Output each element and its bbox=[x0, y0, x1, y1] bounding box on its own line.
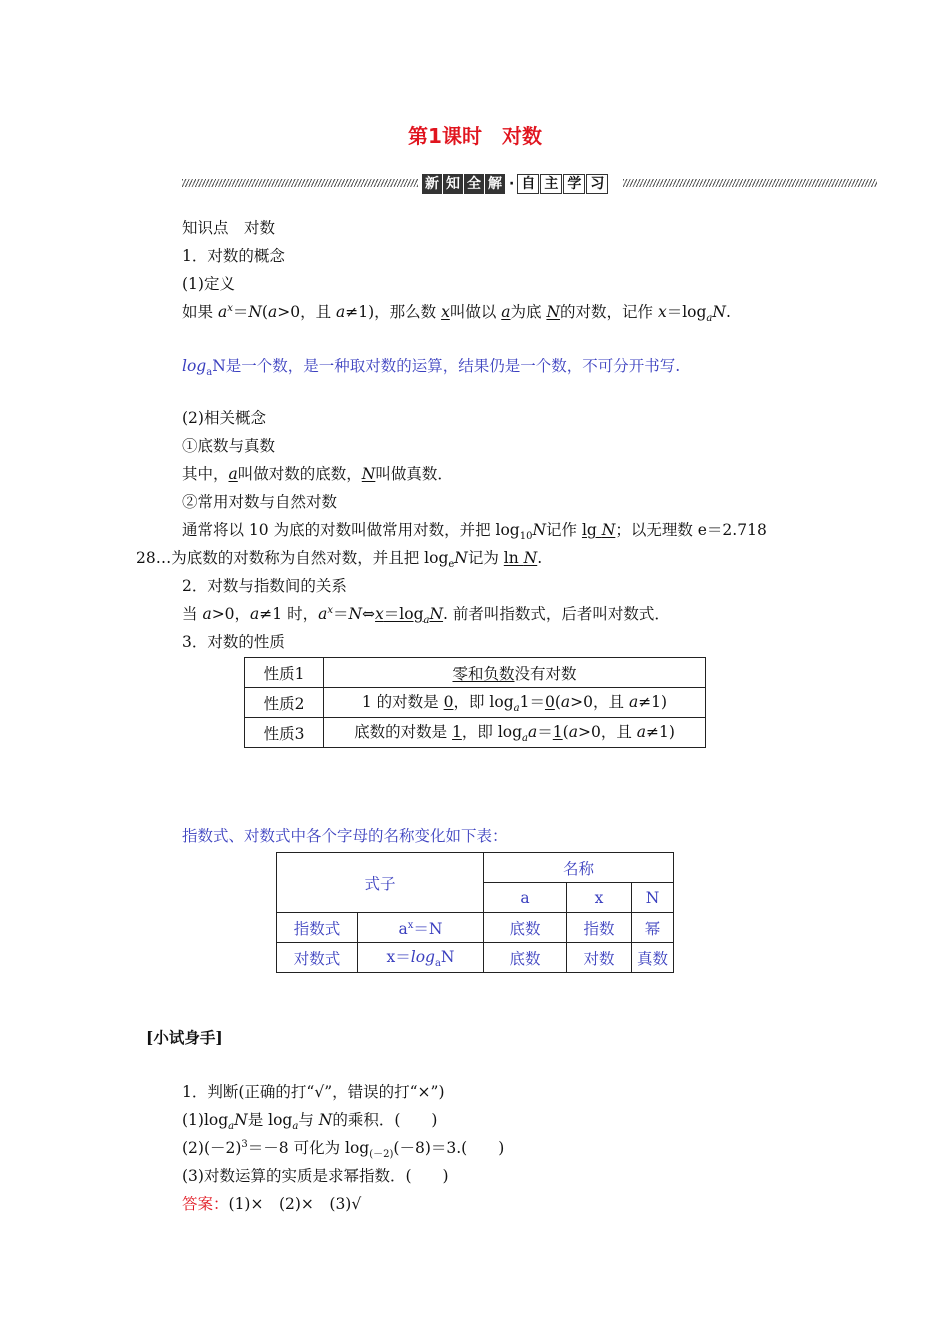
q1-item-1: $(1)\log_aN$是 $\log_a$与 N的乘积．( ) bbox=[182, 1111, 438, 1133]
s2-heading: 2．对数与指数间的关系 bbox=[182, 577, 347, 595]
prop-content: 底数的对数是 1，即 $\log_aa=1(a>0$，且 a≠1) bbox=[324, 718, 706, 748]
q1-heading: 1．判断(正确的打“√”，错误的打“×”) bbox=[182, 1083, 445, 1101]
table-row bbox=[245, 718, 706, 748]
banner-char: 自 bbox=[517, 174, 539, 194]
properties-table bbox=[244, 657, 706, 748]
header-x: x bbox=[566, 883, 631, 913]
prop-label: 性质1 bbox=[245, 658, 324, 688]
prop-content: 1 的对数是 0，即 $\log_a1=0(a>0$，且 a≠1) bbox=[324, 688, 706, 718]
header-a: a bbox=[483, 883, 566, 913]
prop-label: 性质3 bbox=[245, 718, 324, 748]
banner-hatch-right bbox=[623, 179, 877, 187]
row-kind: 指数式 bbox=[277, 913, 358, 943]
base-sentence: 其中，a叫做对数的底数，N叫做真数． bbox=[182, 465, 453, 483]
relation-sentence: 当 a>0，a≠1 时，$a^x=N\Leftrightarrow x=\log_aN$. 前者叫指数式，后者叫对数式． bbox=[182, 604, 670, 627]
header-N: N bbox=[631, 883, 673, 913]
s1-base-label: ①底数与真数 bbox=[182, 437, 276, 455]
section-banner bbox=[182, 173, 877, 195]
banner-char: 新 bbox=[422, 174, 442, 194]
try-heading: [小试身手] bbox=[146, 1028, 223, 1047]
q1-item-3: (3)对数运算的实质是求幂指数．( ) bbox=[182, 1167, 449, 1185]
header-formula: 式子 bbox=[277, 853, 484, 913]
section-heading: 知识点 对数 bbox=[182, 219, 276, 237]
q1-item-2: $(2)(-2)^3=-8$ 可化为 $\log_{(-2)}(-8)=3$.( ) bbox=[182, 1138, 505, 1161]
row-a: 底数 bbox=[483, 943, 566, 973]
row-N: 幂 bbox=[631, 913, 673, 943]
row-N: 真数 bbox=[631, 943, 673, 973]
row-formula: $a^x=N$ bbox=[358, 913, 484, 943]
banner-char: 学 bbox=[563, 174, 585, 194]
page-title: 第1课时 对数 bbox=[408, 124, 542, 148]
table-row bbox=[277, 853, 674, 883]
s1-common-label: ②常用对数与自然对数 bbox=[182, 493, 338, 511]
banner-char: 解 bbox=[485, 174, 505, 194]
definition-sentence: 如果 $a^x=N(a>0$，且 a≠1)，那么数 x叫做以 a为底 N的对数，记作 $x=\log_aN$. bbox=[182, 302, 731, 325]
letters-intro: 指数式、对数式中各个字母的名称变化如下表： bbox=[182, 827, 508, 845]
row-a: 底数 bbox=[483, 913, 566, 943]
banner-badge bbox=[422, 173, 609, 195]
prop-label: 性质2 bbox=[245, 688, 324, 718]
header-name: 名称 bbox=[483, 853, 673, 883]
common-log-line-2: 28…为底数的对数称为自然对数，并且把 $\log_eN$记为 ln N. bbox=[136, 549, 543, 571]
names-table bbox=[276, 852, 674, 973]
banner-dot: · bbox=[509, 176, 515, 192]
banner-char: 主 bbox=[540, 174, 562, 194]
row-x: 对数 bbox=[566, 943, 631, 973]
banner-char: 全 bbox=[464, 174, 484, 194]
common-log-line-1: 通常将以 10 为底的对数叫做常用对数，并把 $\log_{10}N$记作 lg N；以无理数 e＝2.718 bbox=[182, 521, 767, 543]
s1-related-label: (2)相关概念 bbox=[182, 409, 266, 427]
s1-heading: 1．对数的概念 bbox=[182, 247, 285, 265]
table-row bbox=[277, 913, 674, 943]
answer-text: (1)× (2)× (3)√ bbox=[228, 1195, 362, 1213]
row-x: 指数 bbox=[566, 913, 631, 943]
table-row bbox=[277, 943, 674, 973]
row-formula: $x=\log_aN$ bbox=[358, 943, 484, 973]
s3-heading: 3．对数的性质 bbox=[182, 633, 285, 651]
table-row bbox=[245, 688, 706, 718]
answer-line bbox=[182, 1192, 361, 1214]
s1-def-label: (1)定义 bbox=[182, 275, 235, 293]
answer-label: 答案： bbox=[182, 1195, 229, 1213]
note-line: $\log_aN$是一个数，是一种取对数的运算，结果仍是一个数，不可分开书写. bbox=[182, 357, 681, 379]
note-text: N是一个数，是一种取对数的运算，结果仍是一个数，不可分开书写. bbox=[212, 357, 681, 375]
table-row bbox=[245, 658, 706, 688]
prop-content: 零和负数没有对数 bbox=[324, 658, 706, 688]
row-kind: 对数式 bbox=[277, 943, 358, 973]
banner-char: 知 bbox=[443, 174, 463, 194]
banner-hatch-left bbox=[182, 179, 418, 187]
banner-char: 习 bbox=[586, 174, 608, 194]
